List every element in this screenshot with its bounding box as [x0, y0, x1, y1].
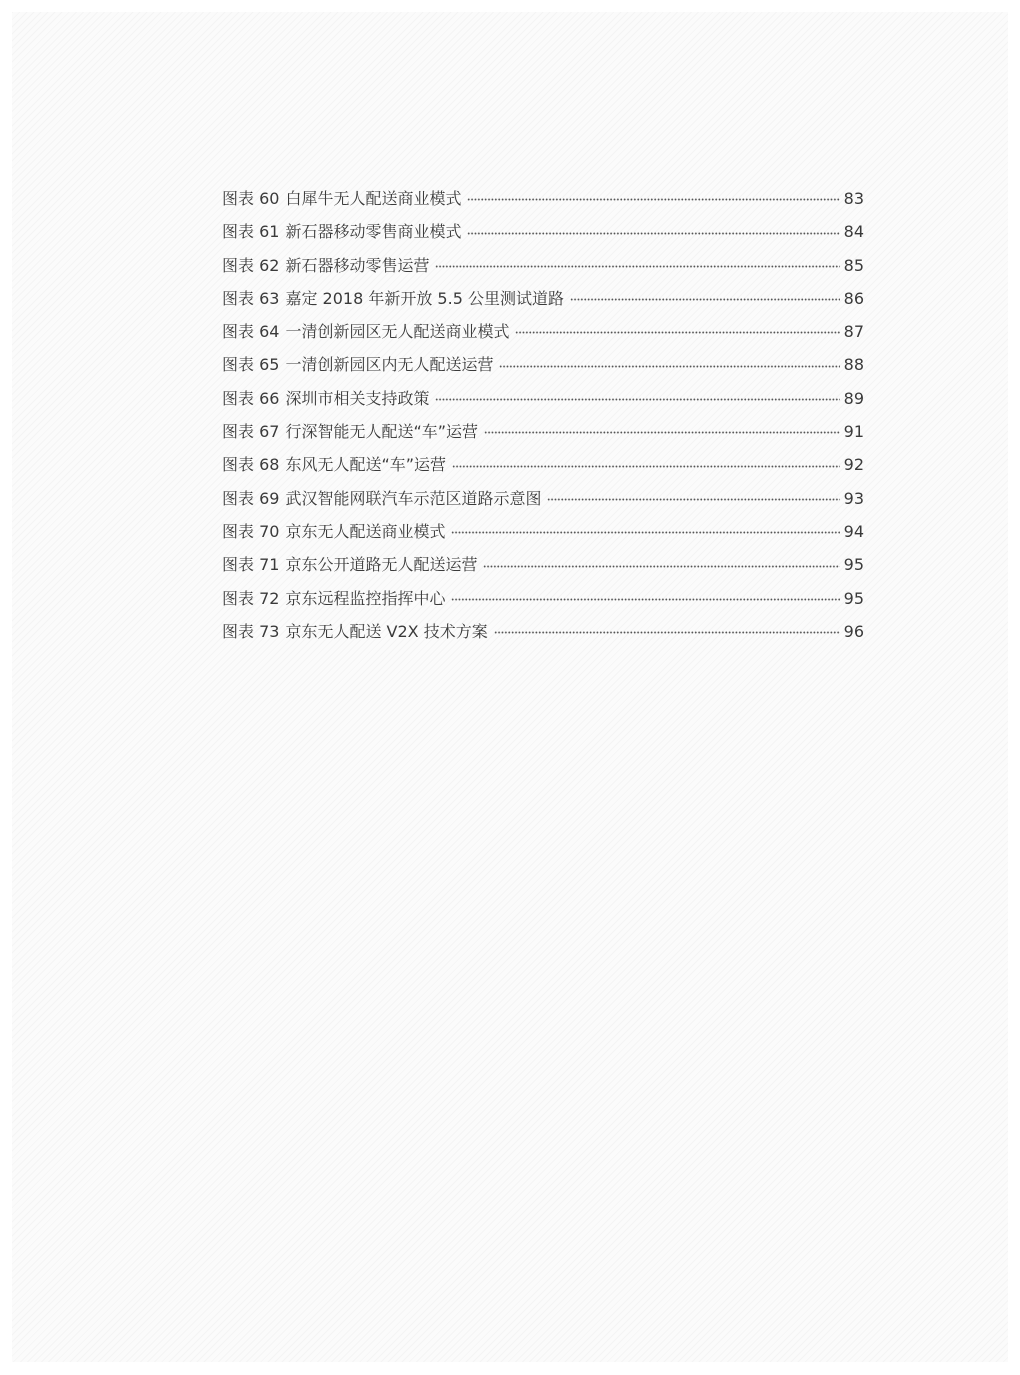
figure-title: 一清创新园区无人配送商业模式 [285, 322, 510, 342]
figure-title: 新石器移动零售商业模式 [285, 222, 462, 242]
toc-entry [222, 315, 864, 348]
page-number: 94 [843, 521, 864, 541]
page-number: 95 [843, 555, 864, 575]
figure-label: 图表 67 [222, 422, 280, 442]
figure-label: 图表 72 [222, 588, 280, 608]
figure-title: 东风无人配送“车”运营 [285, 455, 447, 475]
dot-leader [467, 198, 839, 201]
dot-leader [515, 331, 839, 334]
toc-entry [222, 215, 864, 248]
page-number: 93 [843, 488, 864, 508]
figure-label: 图表 70 [222, 521, 280, 541]
figure-label: 图表 65 [222, 355, 280, 375]
page-number: 88 [843, 355, 864, 375]
figure-title: 深圳市相关支持政策 [285, 388, 430, 408]
page-number: 96 [843, 621, 864, 641]
dot-leader [484, 431, 840, 434]
toc-entry [222, 448, 864, 481]
toc-entry [222, 282, 864, 315]
toc-entry [222, 249, 864, 282]
dot-leader [547, 498, 839, 501]
figure-title: 京东无人配送 V2X 技术方案 [285, 621, 488, 641]
figure-title: 京东无人配送商业模式 [285, 521, 446, 541]
toc-entry [222, 382, 864, 415]
toc-entry [222, 182, 864, 215]
dot-leader [435, 265, 839, 268]
figure-title: 京东远程监控指挥中心 [285, 588, 446, 608]
dot-leader [435, 398, 839, 401]
figure-label: 图表 68 [222, 455, 280, 475]
page-number: 92 [843, 455, 864, 475]
figure-title: 新石器移动零售运营 [285, 255, 430, 275]
page-number: 85 [843, 255, 864, 275]
figure-title: 白犀牛无人配送商业模式 [285, 189, 462, 208]
figure-label: 图表 63 [222, 288, 280, 308]
dot-leader [570, 298, 840, 301]
figure-label: 图表 60 [222, 189, 280, 208]
figure-title: 京东公开道路无人配送运营 [285, 555, 478, 575]
figure-label: 图表 69 [222, 488, 280, 508]
dot-leader [467, 232, 839, 235]
figure-title: 嘉定 2018 年新开放 5.5 公里测试道路 [285, 288, 564, 308]
figure-label: 图表 66 [222, 388, 280, 408]
dot-leader [483, 565, 839, 568]
dot-leader [499, 365, 839, 368]
figure-label: 图表 73 [222, 621, 280, 641]
figure-label: 图表 61 [222, 222, 280, 242]
list-of-figures [222, 182, 864, 648]
figure-title: 一清创新园区内无人配送运营 [285, 355, 494, 375]
page-number: 89 [843, 388, 864, 408]
page-number: 86 [843, 288, 864, 308]
toc-entry [222, 415, 864, 448]
toc-entry [222, 615, 864, 648]
toc-entry [222, 515, 864, 548]
page-number: 84 [843, 222, 864, 242]
figure-title: 行深智能无人配送“车”运营 [285, 422, 479, 442]
toc-entry [222, 348, 864, 381]
page-number: 91 [843, 422, 864, 442]
dot-leader [452, 465, 840, 468]
dot-leader [451, 531, 839, 534]
toc-entry [222, 582, 864, 615]
figure-title: 武汉智能网联汽车示范区道路示意图 [285, 488, 542, 508]
page-number: 87 [843, 322, 864, 342]
figure-label: 图表 62 [222, 255, 280, 275]
toc-entry [222, 482, 864, 515]
toc-entry [222, 548, 864, 581]
figure-label: 图表 71 [222, 555, 280, 575]
dot-leader [494, 631, 840, 634]
page-number: 83 [843, 189, 864, 208]
page-number: 95 [843, 588, 864, 608]
dot-leader [451, 598, 839, 601]
figure-label: 图表 64 [222, 322, 280, 342]
